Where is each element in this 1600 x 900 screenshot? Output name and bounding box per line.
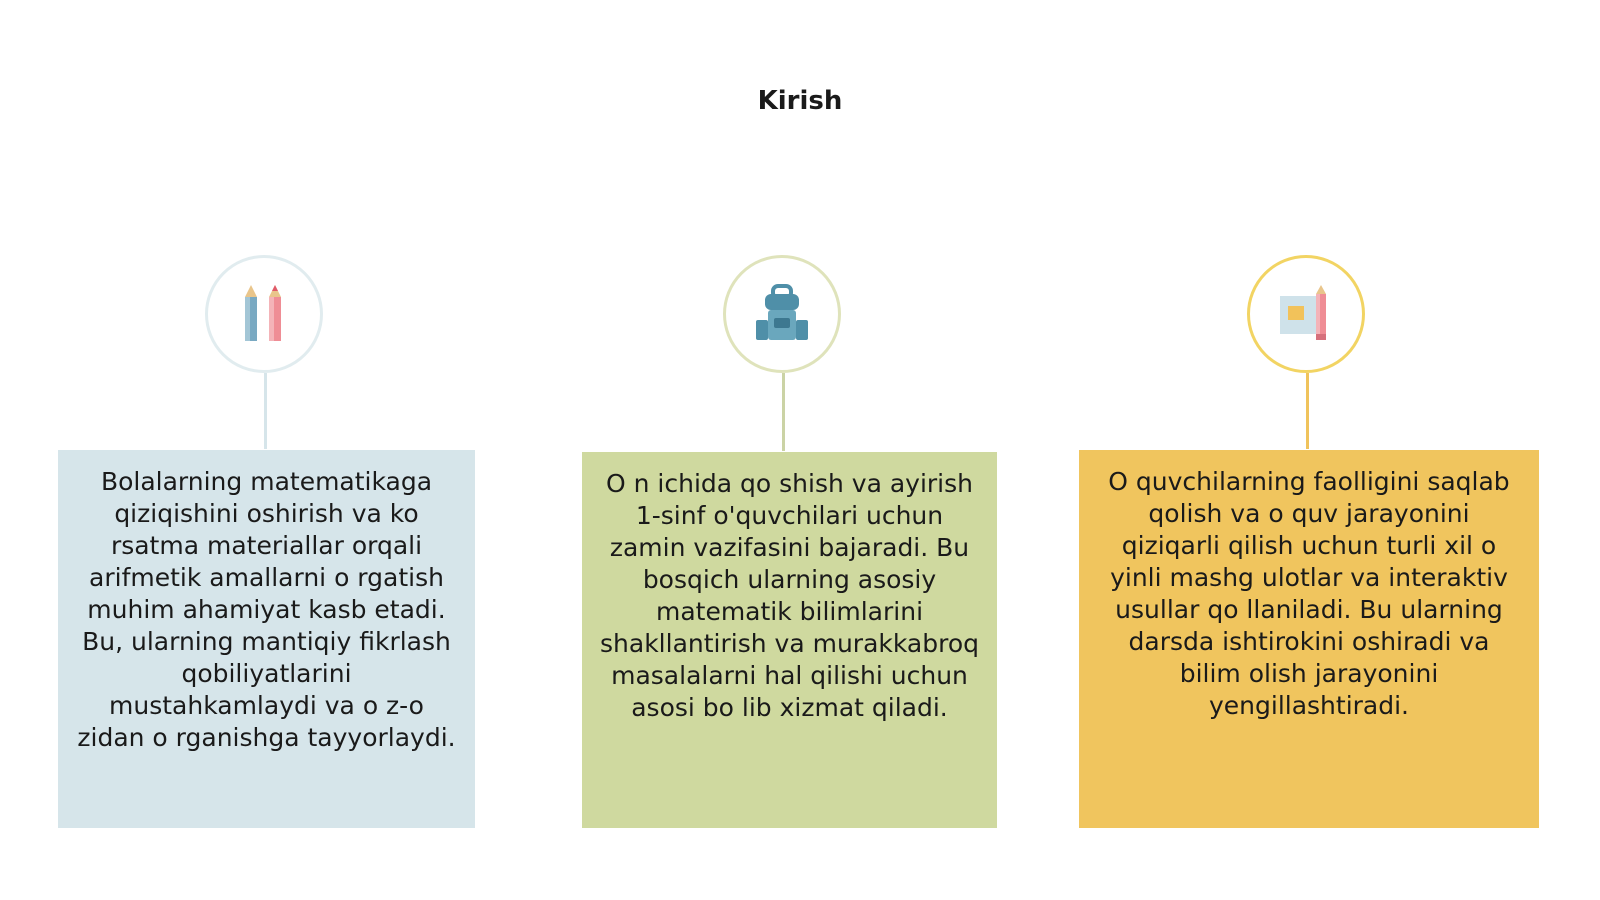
icon-circle-2 (723, 255, 841, 373)
connector-line-2 (782, 373, 785, 451)
info-card-2: O n ichida qo shish va ayirish 1-sinf o'quvchilari uchun zamin vazifasini bajaradi. Bu bosqich ularning asosiy matematik bilimlarini shakllantirish va murakkabroq masalalarni hal qilishi uchun asosi bo lib xizmat qiladi. (582, 452, 997, 828)
drawing-pencil-icon (1276, 284, 1336, 344)
icon-circle-3 (1247, 255, 1365, 373)
connector-line-1 (264, 373, 267, 449)
slide-title: Kirish (757, 86, 843, 116)
info-card-3: O quvchilarning faolligini saqlab qolish va o quv jarayonini qiziqarli qilish uchun turli xil o yinli mashg ulotlar va interaktiv usullar qo llaniladi. Bu ularning darsda ishtirokini oshiradi va bilim olish jarayonini yengillashtiradi. (1079, 450, 1539, 828)
backpack-icon (752, 284, 812, 344)
info-card-1: Bolalarning matematikaga qiziqishini oshirish va ko rsatma materiallar orqali arifmetik amallarni o rgatish muhim ahamiyat kasb etadi. Bu, ularning mantiqiy fikrlash qobiliyatlarini mustahkamlaydi va o z-o zidan o rganishga tayyorlaydi. (58, 450, 475, 828)
icon-circle-1 (205, 255, 323, 373)
pencils-icon (239, 283, 289, 345)
connector-line-3 (1306, 373, 1309, 449)
